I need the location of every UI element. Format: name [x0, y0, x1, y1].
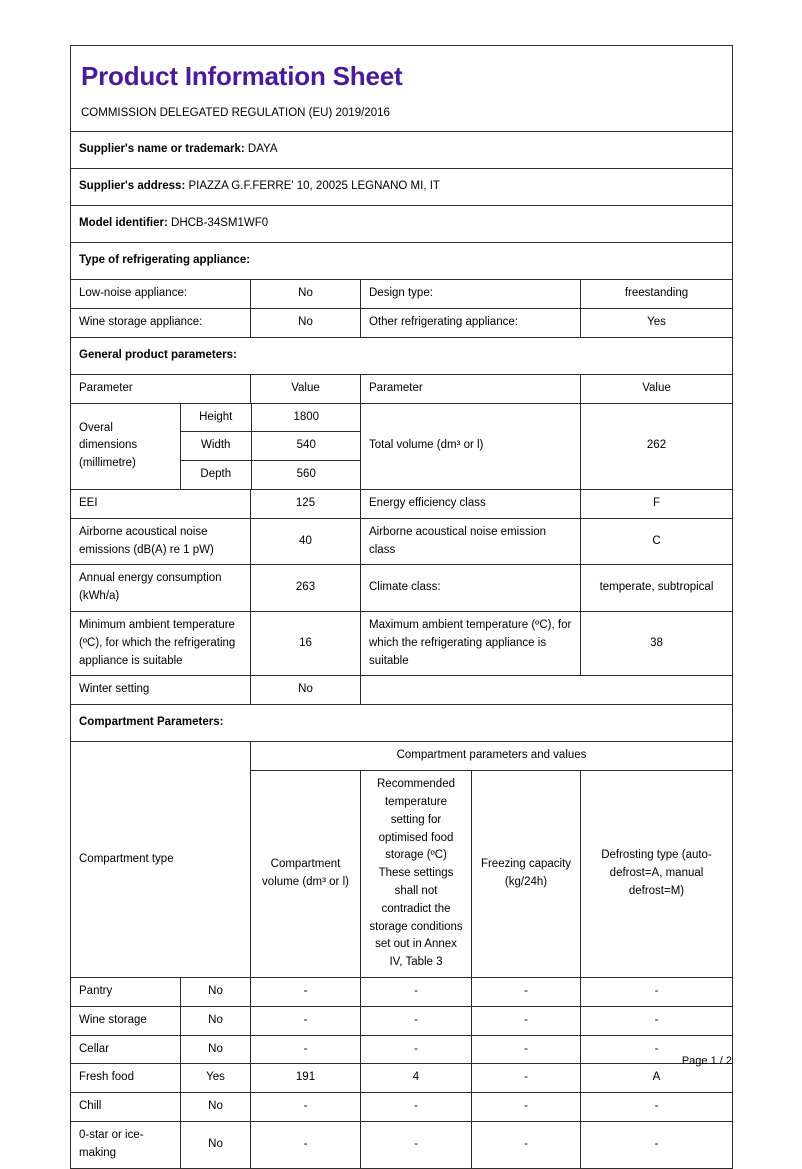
sheet-table [70, 45, 733, 1169]
annual-energy-consumption-row [71, 565, 733, 612]
regulation-subtitle: COMMISSION DELEGATED REGULATION (EU) 2019/2016 [81, 107, 390, 120]
defrosting-type-header: Defrosting type (auto-defrost=A, manual defrost=M) [581, 771, 733, 978]
compartment-present-cellar: No [181, 1035, 251, 1064]
dimensions-subtable-cell [181, 403, 361, 489]
compartment-present-pantry: No [181, 978, 251, 1007]
total-volume-label: Total volume (dm³ or l) [361, 403, 581, 489]
compartment-type-header: Compartment type [71, 742, 251, 978]
compartment-freezing-fresh-food: - [472, 1064, 581, 1093]
energy-efficiency-class-label: Energy efficiency class [361, 489, 581, 518]
supplier-address-cell [71, 169, 733, 206]
compartment-defrosting-pantry: - [581, 978, 733, 1007]
maximum-ambient-temperature-label: Maximum ambient temperature (ºC), for which the refrigerating appliance is suitable [361, 612, 581, 676]
compartment-present-chill: No [181, 1093, 251, 1122]
table-row [71, 1064, 733, 1093]
supplier-address-label: Supplier's address: [79, 180, 186, 193]
parameter-header-right: Parameter [361, 374, 581, 403]
noise-emissions-label: Airborne acoustical noise emissions (dB(A) re 1 pW) [71, 518, 251, 565]
compartment-freezing-pantry: - [472, 978, 581, 1007]
annual-energy-consumption-label: Annual energy consumption (kWh/a) [71, 565, 251, 612]
compartment-freezing-cellar: - [472, 1035, 581, 1064]
supplier-name-label: Supplier's name or trademark: [79, 143, 245, 156]
general-parameters-header-row [71, 374, 733, 403]
supplier-name-cell [71, 132, 733, 169]
wine-storage-appliance-value: No [251, 308, 361, 337]
winter-setting-label: Winter setting [71, 676, 251, 705]
dimension-depth-row [181, 461, 361, 489]
model-identifier-label: Model identifier: [79, 217, 168, 230]
table-row [71, 1006, 733, 1035]
dimension-width-label: Width [181, 432, 251, 461]
maximum-ambient-temperature-value: 38 [581, 612, 733, 676]
recommended-temperature-header: Recommended temperature setting for optimised food storage (ºC) These settings shall not contradict the storage conditions set out in Annex IV, Table 3 [361, 771, 472, 978]
compartment-group-header-row [71, 742, 733, 771]
design-type-value: freestanding [581, 280, 733, 309]
compartment-volume-header: Compartment volume (dm³ or l) [251, 771, 361, 978]
dimension-depth-label: Depth [181, 461, 251, 489]
appliance-type-section-label: Type of refrigerating appliance: [71, 243, 733, 280]
title-row [71, 46, 733, 132]
table-row [71, 1122, 733, 1169]
noise-emissions-value: 40 [251, 518, 361, 565]
compartment-temperature-zero-star: - [361, 1122, 472, 1169]
value-header-left: Value [251, 374, 361, 403]
overall-dimensions-label-line2: dimensions [79, 439, 138, 452]
supplier-address-row [71, 169, 733, 206]
page-title: Product Information Sheet [81, 61, 403, 91]
compartment-volume-wine-storage: - [251, 1006, 361, 1035]
compartment-defrosting-wine-storage: - [581, 1006, 733, 1035]
overall-dimensions-label [71, 403, 181, 489]
general-parameters-section-row [71, 337, 733, 374]
model-identifier-value: DHCB-34SM1WF0 [171, 217, 269, 230]
compartment-temperature-fresh-food: 4 [361, 1064, 472, 1093]
supplier-address-value: PIAZZA G.F.FERRE' 10, 20025 LEGNANO MI, IT [188, 180, 440, 193]
winter-setting-value: No [251, 676, 361, 705]
noise-emission-class-value: C [581, 518, 733, 565]
model-identifier-cell [71, 206, 733, 243]
supplier-name-row [71, 132, 733, 169]
minimum-ambient-temperature-value: 16 [251, 612, 361, 676]
compartment-freezing-chill: - [472, 1093, 581, 1122]
low-noise-label: Low-noise appliance: [71, 280, 251, 309]
compartment-parameters-section-row [71, 705, 733, 742]
parameter-header-left: Parameter [71, 374, 251, 403]
compartment-type-wine-storage: Wine storage [71, 1006, 181, 1035]
compartment-volume-fresh-food: 191 [251, 1064, 361, 1093]
table-row [71, 1093, 733, 1122]
table-row [71, 978, 733, 1007]
low-noise-value: No [251, 280, 361, 309]
winter-setting-empty-cell [361, 676, 733, 705]
eei-label: EEI [71, 489, 251, 518]
dimension-width-row [181, 432, 361, 461]
total-volume-value: 262 [581, 403, 733, 489]
overall-dimensions-label-line1: Overal [79, 421, 113, 434]
compartment-volume-zero-star: - [251, 1122, 361, 1169]
noise-emission-class-label: Airborne acoustical noise emission class [361, 518, 581, 565]
compartment-temperature-pantry: - [361, 978, 472, 1007]
freezing-capacity-header: Freezing capacity (kg/24h) [472, 771, 581, 978]
compartment-temperature-cellar: - [361, 1035, 472, 1064]
title-cell [71, 46, 733, 132]
compartment-defrosting-chill: - [581, 1093, 733, 1122]
compartment-defrosting-zero-star: - [581, 1122, 733, 1169]
low-noise-row [71, 280, 733, 309]
climate-class-label: Climate class: [361, 565, 581, 612]
product-information-sheet [70, 45, 732, 1169]
dimension-depth-value: 560 [251, 461, 361, 489]
compartment-values-group-header: Compartment parameters and values [251, 742, 733, 771]
supplier-name-value: DAYA [247, 143, 278, 156]
compartment-temperature-chill: - [361, 1093, 472, 1122]
model-identifier-row [71, 206, 733, 243]
value-header-right: Value [581, 374, 733, 403]
minimum-ambient-temperature-label: Minimum ambient temperature (ºC), for which the refrigerating appliance is suitable [71, 612, 251, 676]
dimension-height-value: 1800 [251, 404, 361, 432]
wine-storage-appliance-label: Wine storage appliance: [71, 308, 251, 337]
compartment-type-cellar: Cellar [71, 1035, 181, 1064]
dimensions-subtable [181, 404, 361, 489]
compartment-temperature-wine-storage: - [361, 1006, 472, 1035]
eei-row [71, 489, 733, 518]
ambient-temperature-row [71, 612, 733, 676]
compartment-type-fresh-food: Fresh food [71, 1064, 181, 1093]
compartment-freezing-wine-storage: - [472, 1006, 581, 1035]
page-footer: Page 1 / 2 [681, 1055, 732, 1067]
energy-efficiency-class-value: F [581, 489, 733, 518]
dimension-width-value: 540 [251, 432, 361, 461]
general-parameters-section-label: General product parameters: [71, 337, 733, 374]
overall-dimensions-row [71, 403, 733, 489]
compartment-type-pantry: Pantry [71, 978, 181, 1007]
compartment-volume-cellar: - [251, 1035, 361, 1064]
noise-emissions-row [71, 518, 733, 565]
eei-value: 125 [251, 489, 361, 518]
compartment-defrosting-cellar: - [581, 1035, 733, 1064]
other-refrigerating-appliance-value: Yes [581, 308, 733, 337]
compartment-type-zero-star: 0-star or ice-making [71, 1122, 181, 1169]
compartment-volume-chill: - [251, 1093, 361, 1122]
appliance-type-section-row [71, 243, 733, 280]
compartment-present-zero-star: No [181, 1122, 251, 1169]
compartment-present-fresh-food: Yes [181, 1064, 251, 1093]
design-type-label: Design type: [361, 280, 581, 309]
overall-dimensions-label-line3: (millimetre) [79, 457, 136, 470]
compartment-parameters-section-label: Compartment Parameters: [71, 705, 733, 742]
dimension-height-row [181, 404, 361, 432]
compartment-freezing-zero-star: - [472, 1122, 581, 1169]
other-refrigerating-appliance-label: Other refrigerating appliance: [361, 308, 581, 337]
compartment-type-chill: Chill [71, 1093, 181, 1122]
climate-class-value: temperate, subtropical [581, 565, 733, 612]
compartment-volume-pantry: - [251, 978, 361, 1007]
annual-energy-consumption-value: 263 [251, 565, 361, 612]
compartment-defrosting-fresh-food: A [581, 1064, 733, 1093]
wine-storage-appliance-row [71, 308, 733, 337]
dimension-height-label: Height [181, 404, 251, 432]
compartment-present-wine-storage: No [181, 1006, 251, 1035]
winter-setting-row [71, 676, 733, 705]
